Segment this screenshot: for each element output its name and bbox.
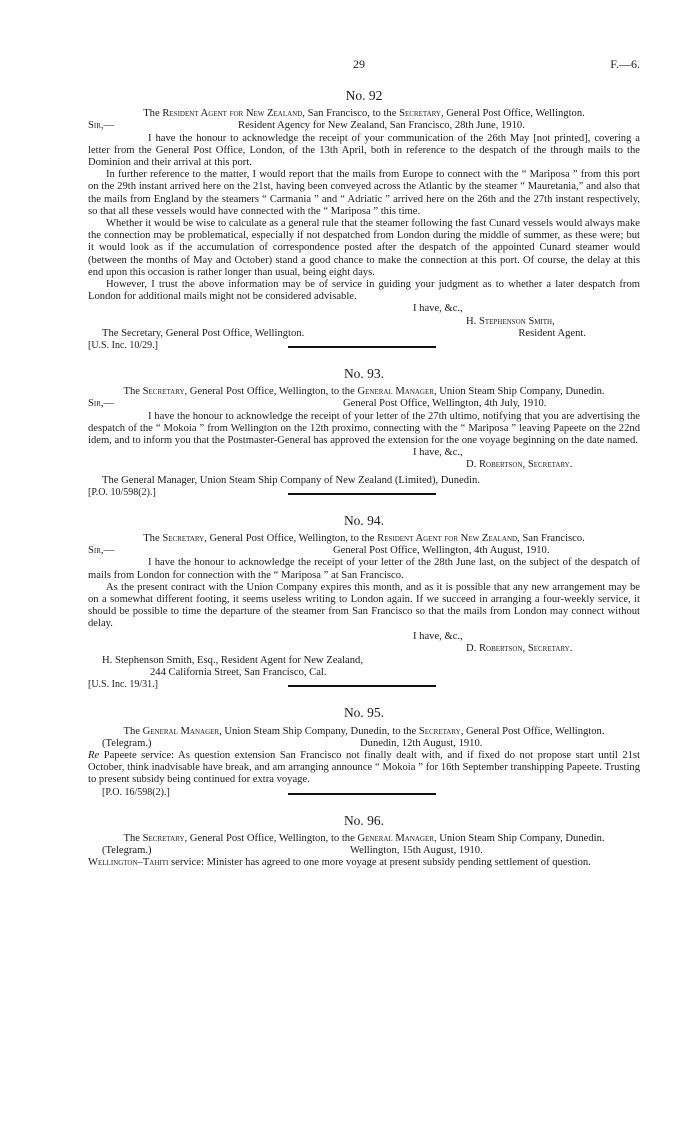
file-reference: [U.S. Inc. 10/29.]	[88, 340, 158, 352]
letter-93	[88, 368, 640, 501]
file-reference: [U.S. Inc. 19/31.]	[88, 679, 158, 691]
closing: I have, &c.,	[413, 447, 463, 459]
letter-number: No. 92	[345, 88, 383, 103]
dateline: Wellington, 15th August, 1910.	[350, 845, 483, 857]
telegram-row	[88, 738, 640, 750]
addressee: The Secretary, General Post Office, Wellington.	[102, 327, 305, 339]
paragraph: However, I trust the above information may be of service in guiding your judgment as to whether a later despatch from London for additional mails might not be considered advisable.	[88, 279, 640, 303]
letter-94	[88, 512, 640, 694]
addressee-line: 244 California Street, San Francisco, Cal.	[150, 667, 327, 679]
letter-heading: The General Manager, Union Steam Ship Company, Dunedin, to the Secretary, General Post Office, Wellington.	[123, 725, 605, 737]
paragraph: I have the honour to acknowledge the receipt of your communication of the 26th May [not printed], covering a letter from the General Post Office, London, of the 13th April, both in reference to the despatch of the through mails to the Dominion and their arrival at this port.	[88, 132, 640, 168]
file-reference: [P.O. 10/598(2).]	[88, 486, 156, 498]
section-divider	[288, 793, 436, 795]
reference-row	[88, 679, 640, 693]
paragraph: I have the honour to acknowledge the receipt of your letter of the 27th ultimo, notifying that you are advertising the despatch of the “ Mokoia ” from Wellington on the 12th proximo, connecting with the “ Mariposa ” leaving Papeete on the 22nd idem, and to inform you that the Postmaster-General has approved the extension for the one voyage beginning on the date named.	[88, 410, 640, 447]
signature-title: Resident Agent.	[518, 327, 586, 339]
reference-row	[88, 487, 640, 501]
letter-heading: The Secretary, General Post Office, Wellington, to the General Manager, Union Steam Ship Company, Dunedin.	[123, 386, 605, 398]
addressee-line: H. Stephenson Smith, Esq., Resident Agent for New Zealand,	[102, 655, 363, 667]
signature: D. Robertson, Secretary.	[466, 642, 573, 654]
letter-heading: The Resident Agent for New Zealand, San Francisco, to the Secretary, General Post Office, Wellington.	[143, 108, 585, 120]
closing: I have, &c.,	[413, 303, 463, 315]
telegram-label: (Telegram.)	[102, 737, 152, 749]
addressee-row	[88, 328, 640, 340]
letter-92	[88, 90, 640, 354]
signature: D. Robertson, Secretary.	[466, 459, 573, 471]
section-divider	[288, 493, 436, 495]
reference-row	[88, 340, 640, 354]
telegram-label: (Telegram.)	[102, 845, 152, 857]
section-divider	[288, 346, 436, 348]
letter-number: No. 95.	[343, 705, 385, 721]
dateline: Resident Agency for New Zealand, San Francisco, 28th June, 1910.	[238, 120, 525, 132]
salutation-row	[88, 398, 640, 410]
letter-95	[88, 707, 640, 800]
paragraph: I have the honour to acknowledge the receipt of your letter of the 28th June last, on the subject of the despatch of mails from London for connection with the “ Mariposa ” at San Francisco.	[88, 557, 640, 581]
closing: I have, &c.,	[413, 630, 463, 642]
document-page	[88, 58, 640, 869]
dateline: General Post Office, Wellington, 4th July, 1910.	[343, 398, 547, 410]
salutation: Sir,—	[88, 398, 115, 410]
letter-number: No. 94.	[343, 512, 385, 528]
salutation-row	[88, 120, 640, 132]
letter-number: No. 96.	[343, 812, 385, 828]
letter-heading: The Secretary, General Post Office, Wellington, to the Resident Agent for New Zealand, San Francisco.	[143, 533, 585, 545]
letter-heading: The Secretary, General Post Office, Wellington, to the General Manager, Union Steam Ship Company, Dunedin.	[123, 832, 605, 844]
section-divider	[288, 685, 436, 687]
page-number: 29	[353, 57, 365, 71]
page-header	[88, 58, 640, 72]
letter-number: No. 93.	[343, 366, 385, 382]
reference-row	[88, 787, 640, 801]
signature: H. Stephenson Smith,	[466, 315, 555, 327]
dateline: Dunedin, 12th August, 1910.	[360, 737, 483, 749]
addressee: The General Manager, Union Steam Ship Company of New Zealand (Limited), Dunedin.	[102, 474, 480, 486]
page-reference: F.—6.	[610, 57, 640, 71]
salutation: Sir,—	[88, 545, 115, 557]
salutation: Sir,—	[88, 120, 115, 132]
telegram-body: Re Papeete service: As question extension San Francisco not finally dealt with, and if fixed do not propose start until 21st October, think inadvisable have break, and am arranging announce “ Mokoia ” for 16th September transhipping Papeete. Trusting to present subsidy being continued for extra voyage.	[88, 750, 640, 786]
telegram-row	[88, 845, 640, 857]
paragraph: In further reference to the matter, I would report that the mails from Europe to connect with the “ Mariposa ” from this port on the 29th instant arrived here on the 21st, having been conveyed across the Atlantic by the steamer “ Mauretania,” and also that the mails from England by the steamers “ Carmania ” and “ Adriatic ” arrived here on the 26th and the 27th instant respectively, so that all these vessels would have connected with the “ Mariposa ” this time.	[88, 169, 640, 217]
dateline: General Post Office, Wellington, 4th August, 1910.	[333, 545, 550, 557]
letter-96	[88, 812, 640, 870]
file-reference: [P.O. 16/598(2).]	[102, 786, 170, 798]
telegram-body: Wellington–Tahiti service: Minister has agreed to one more voyage at present subsidy pending settlement of question.	[88, 857, 591, 869]
paragraph: Whether it would be wise to calculate as a general rule that the steamer following the fast Cunard vessels would always make the connection may be problematical, especially if not despatched from London during the middle of summer, as these were; but it would look as if the accumulation of correspondence posted after the despatch of the appointed Cunard steamer would (between the months of May and October) stand a good chance to make the connection at this port. Of course, the delay at this end upon this occasion is rather longer than usual, being eight days.	[88, 218, 640, 278]
salutation-row	[88, 545, 640, 557]
paragraph: As the present contract with the Union Company expires this month, and as it is possible that any new arrangement may be on a somewhat different footing, it seems useless writing to London again. If we succeed in arranging a four-weekly service, it should be possible to time the departure of the steamer from San Francisco so that the mails from London may connect without delay.	[88, 581, 640, 630]
